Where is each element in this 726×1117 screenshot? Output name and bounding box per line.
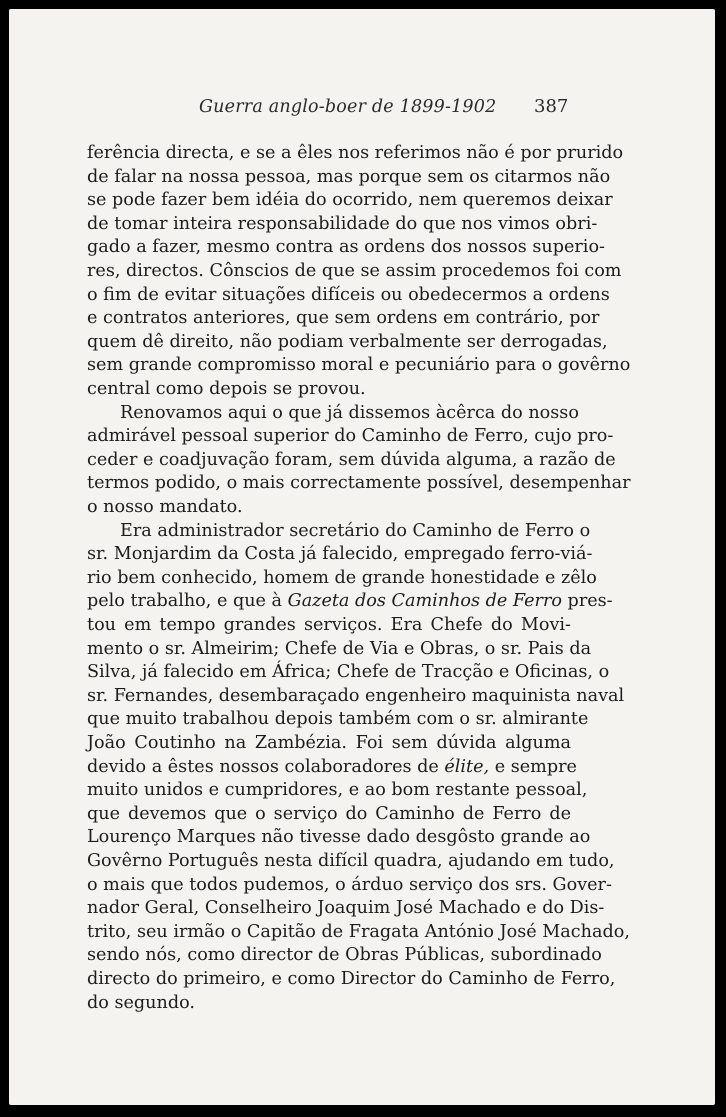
text-line: Era administrador secretário do Caminho de Ferro o	[120, 520, 591, 541]
text-line: que devemos que o serviço do Caminho de Ferro de	[87, 803, 571, 824]
text-line: que muito trabalhou depois também com o sr. almirante	[87, 709, 589, 730]
text-line: o mais que todos pudemos, o árduo serviço dos srs. Gover-	[87, 874, 612, 895]
text-line	[87, 756, 577, 778]
text-line: e contratos anteriores, que sem ordens em contrário, por	[87, 308, 600, 329]
text-line: do segundo.	[87, 992, 195, 1013]
text-line: gado a fazer, mesmo contra as ordens dos nossos superio-	[87, 237, 605, 258]
page-header	[9, 93, 715, 123]
text-line: Lourenço Marques não tivesse dado desgôsto grande ao	[87, 827, 591, 848]
text-line: mento o sr. Almeirim; Chefe de Via e Obras, o sr. Pais da	[87, 638, 592, 659]
italic-title: élite,	[444, 756, 490, 777]
text-line: quem dê direito, não podiam verbalmente ser derrogadas,	[87, 331, 608, 352]
text-line: Silva, já falecido em África; Chefe de Tracção e Oficinas, o	[87, 662, 610, 683]
text-line: João Coutinho na Zambézia. Foi sem dúvida alguma	[87, 733, 571, 753]
book-page	[9, 9, 715, 1105]
text-line: o nosso mandato.	[87, 497, 243, 517]
text-line: Govêrno Português nesta difícil quadra, ajudando em tudo,	[87, 851, 615, 871]
text-line: admirável pessoal superior do Caminho de Ferro, cujo pro-	[87, 426, 614, 447]
page-number: 387	[534, 96, 569, 117]
text-line: o fim de evitar situações difíceis ou obedecermos a ordens	[87, 284, 610, 305]
text-line: rio bem conhecido, homem de grande honestidade e zêlo	[87, 567, 597, 588]
text-line: res, directos. Cônscios de que se assim procedemos foi com	[87, 261, 622, 281]
text-line: ceder e coadjuvação foram, sem dúvida alguma, a razão de	[87, 449, 616, 470]
text-run: pelo trabalho, e que à	[87, 591, 288, 612]
running-title: Guerra anglo-boer de 1899-1902	[199, 97, 497, 117]
text-line: de tomar inteira responsabilidade do que nos vimos obri-	[87, 213, 598, 234]
text-line: sendo nós, como director de Obras Públicas, subordinado	[87, 945, 602, 966]
text-line: se pode fazer bem idéia do ocorrido, nem queremos deixar	[87, 190, 613, 211]
text-line: muito unidos e cumpridores, e ao bom restante pessoal,	[87, 780, 588, 801]
text-line: Renovamos aqui o que já dissemos àcêrca do nosso	[120, 402, 579, 423]
text-line: termos podido, o mais correctamente possível, desempenhar	[87, 473, 631, 494]
text-run: pres-	[561, 591, 613, 612]
text-line: sr. Fernandes, desembaraçado engenheiro maquinista naval	[87, 685, 625, 706]
text-line: trito, seu irmão o Capitão de Fragata António José Machado,	[87, 921, 630, 942]
text-line: nador Geral, Conselheiro Joaquim José Machado e do Dis-	[87, 898, 605, 919]
text-line: directo do primeiro, e como Director do Caminho de Ferro,	[87, 969, 616, 989]
text-line: ferência directa, e se a êles nos referimos não é por prurido	[87, 143, 624, 163]
italic-title: Gazeta dos Caminhos de Ferro	[287, 591, 562, 612]
text-line: central como depois se provou.	[87, 379, 366, 399]
text-line	[87, 590, 613, 612]
text-run: devido a êstes nossos colaboradores de	[87, 756, 445, 777]
text-line: sr. Monjardim da Costa já falecido, empregado ferro-viá-	[87, 544, 593, 565]
text-line: tou em tempo grandes serviços. Era Chefe do Movi-	[87, 615, 571, 635]
text-line: sem grande compromisso moral e pecuniário para o govêrno	[87, 355, 631, 376]
text-run: e sempre	[489, 756, 577, 777]
text-line: de falar na nossa pessoa, mas porque sem os citarmos não	[87, 166, 611, 187]
